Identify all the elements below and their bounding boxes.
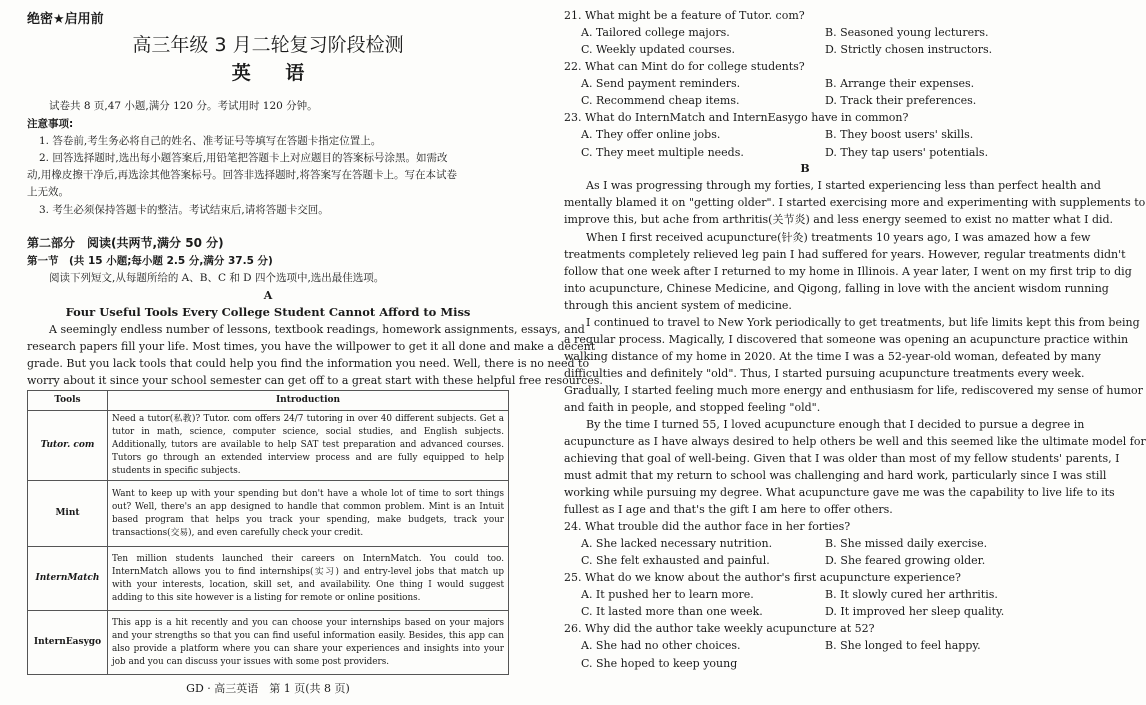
passage-b-line: difficulties and definitely "old". Thus, I started pursuing acupuncture treatments every week. bbox=[564, 367, 1085, 380]
table-row bbox=[28, 547, 509, 611]
notice-item: 2. 回答选择题时,选出每小题答案后,用铅笔把答题卡上对应题目的答案标号涂黑。如需改 bbox=[39, 152, 448, 164]
option: B. They boost users' skills. bbox=[825, 128, 974, 141]
option: C. Weekly updated courses. bbox=[581, 43, 735, 56]
passage-a-title: Four Useful Tools Every College Student Cannot Afford to Miss bbox=[65, 305, 471, 319]
tool-name: InternMatch bbox=[28, 547, 108, 611]
passage-b-line: working while pursuing my degree. What acupuncture gave me was the capability to live life to its bbox=[564, 486, 1115, 499]
option: B. She missed daily exercise. bbox=[825, 537, 988, 550]
tool-intro: Need a tutor(私教)? Tutor. com offers 24/7 tutoring in over 40 different subjects. Get a tutor in math, science, computer science, social studies, and English subjects. Additionally, tutors are available to help SAT test preparation and advanced courses. Tutors go through an extended interview process and are fully equipped to help students in specific subjects. bbox=[108, 411, 509, 481]
table-header: Introduction bbox=[108, 391, 509, 411]
passage-b-line: and faith in people, and stopped feeling "old". bbox=[564, 401, 821, 414]
passage-a-line: research papers fill your life. Most times, you have the willpower to get it all done and make a decent bbox=[27, 340, 596, 353]
option: D. She feared growing older. bbox=[825, 554, 986, 567]
option: C. Recommend cheap items. bbox=[581, 94, 740, 107]
option: C. She felt exhausted and painful. bbox=[581, 554, 770, 567]
option: A. It pushed her to learn more. bbox=[581, 588, 754, 601]
passage-b-line: treatments completely relieved leg pain I had suffered for years. However, regular treatments didn't bbox=[564, 248, 1126, 261]
option: D. It improved her sleep quality. bbox=[825, 605, 1005, 618]
passage-b-line: walking distance of my home in 2020. At the time I was a 52-year-old woman, defeated by many bbox=[564, 350, 1101, 363]
option: D. Track their preferences. bbox=[825, 94, 977, 107]
notice-item: 1. 答卷前,考生务必将自己的姓名、准考证号等填写在答题卡指定位置上。 bbox=[39, 135, 382, 147]
section1-heading: 第一节 (共 15 小题;每小题 2.5 分,满分 37.5 分) bbox=[27, 255, 273, 267]
table-row bbox=[28, 411, 509, 481]
confidential-mark: 绝密★启用前 bbox=[27, 12, 104, 27]
tool-name: InternEasygo bbox=[28, 611, 108, 675]
option: D. They tap users' potentials. bbox=[825, 146, 989, 159]
option: A. She lacked necessary nutrition. bbox=[581, 537, 773, 550]
exam-title: 高三年级 3 月二轮复习阶段检测 bbox=[132, 34, 404, 56]
passage-b-line: acupuncture as I have always desired to help others be well and this seemed like the ultimate model for bbox=[564, 435, 1146, 448]
question-stem: 26. Why did the author take weekly acupuncture at 52? bbox=[564, 622, 875, 635]
tool-name: Tutor. com bbox=[28, 411, 108, 481]
notice-heading: 注意事项: bbox=[27, 118, 74, 130]
notice-item: 动,用橡皮擦干净后,再选涂其他答案标号。回答非选择题时,将答案写在答题卡上。写在本试卷 bbox=[27, 169, 458, 181]
tools-table bbox=[27, 390, 509, 675]
subject-title: 英 语 bbox=[231, 62, 319, 84]
passage-a-letter: A bbox=[263, 289, 273, 302]
notice-item: 3. 考生必须保持答题卡的整洁。考试结束后,请将答题卡交回。 bbox=[39, 204, 329, 216]
question-stem: 22. What can Mint do for college students? bbox=[564, 60, 805, 73]
tool-name: Mint bbox=[28, 481, 108, 547]
option: B. She longed to feel happy. bbox=[825, 639, 981, 652]
passage-b-line: When I first received acupuncture(针灸) treatments 10 years ago, I was amazed how a few bbox=[586, 231, 1091, 244]
option: B. Seasoned young lecturers. bbox=[825, 26, 989, 39]
passage-b-line: fullest as I age and that's the gift I am here to offer others. bbox=[564, 503, 893, 516]
table-header-row bbox=[28, 391, 509, 411]
table-row bbox=[28, 481, 509, 547]
question-stem: 21. What might be a feature of Tutor. com? bbox=[564, 9, 805, 22]
notice-item: 上无效。 bbox=[27, 186, 69, 198]
passage-b-line: I continued to travel to New York periodically to get treatments, but life limits kept this from being bbox=[586, 316, 1140, 329]
page-footer: GD · 高三英语 第 1 页(共 8 页) bbox=[186, 682, 350, 695]
option: A. Tailored college majors. bbox=[581, 26, 730, 39]
tool-intro: Ten million students launched their careers on InternMatch. You could too. InternMatch allows you to find internships(实习) and entry-level jobs that match up with your interests, location, skill set, and availability. One thing I would suggest adding to this site however is a listing for remote or online positions. bbox=[108, 547, 509, 611]
passage-b-line: By the time I turned 55, I loved acupuncture enough that I decided to pursue a degree in bbox=[586, 418, 1085, 431]
passage-b-line: improve this, but ache from arthritis(关节炎) and less energy seemed to exist no matter what I did. bbox=[564, 213, 1114, 226]
option: C. It lasted more than one week. bbox=[581, 605, 763, 618]
option: A. She had no other choices. bbox=[581, 639, 741, 652]
passage-b-line: follow that one week after I returned to my home in Illinois. A year later, I went on my first trip to dig bbox=[564, 265, 1132, 278]
passage-a-line: grade. But you lack tools that could help you find the information you need. Well, there is no need to bbox=[27, 357, 590, 370]
passage-a-line: A seemingly endless number of lessons, textbook readings, homework assignments, essays, and bbox=[49, 323, 585, 336]
option: C. She hoped to keep young bbox=[581, 657, 738, 670]
passage-b-line: through this ancient system of medicine. bbox=[564, 299, 792, 312]
section1-instruction: 阅读下列短文,从每题所给的 A、B、C 和 D 四个选项中,选出最佳选项。 bbox=[49, 272, 385, 284]
option: B. Arrange their expenses. bbox=[825, 77, 975, 90]
passage-b-line: Gradually, I started feeling much more energy and enthusiasm for life, rediscovered my sense of humor bbox=[564, 384, 1143, 397]
tool-intro: Want to keep up with your spending but don't have a whole lot of time to sort things out? Well, there's an app designed to handle that common problem. Mint is an Intuit based program that helps you track your spending, make budgets, track your transactions(交易), and even carefully check your credit. bbox=[108, 481, 509, 547]
question-stem: 25. What do we know about the author's first acupuncture experience? bbox=[564, 571, 961, 584]
table-header: Tools bbox=[28, 391, 108, 411]
table-row bbox=[28, 611, 509, 675]
question-stem: 24. What trouble did the author face in her forties? bbox=[564, 520, 851, 533]
tool-intro: This app is a hit recently and you can choose your internships based on your majors and your strengths so that you can find useful information easily. Besides, this app can also provide a platform where you can share your experiences and insights into your job and you can discuss your issues with some post providers. bbox=[108, 611, 509, 675]
question-stem: 23. What do InternMatch and InternEasygo have in common? bbox=[564, 111, 909, 124]
exam-info: 试卷共 8 页,47 小题,满分 120 分。考试用时 120 分钟。 bbox=[49, 100, 318, 112]
option: A. Send payment reminders. bbox=[581, 77, 741, 90]
passage-b-line: mentally blamed it on "getting older". I started exercising more and experimenting with supplements to bbox=[564, 196, 1146, 209]
passage-b-line: As I was progressing through my forties, I started experiencing less than perfect health and bbox=[586, 179, 1101, 192]
option: C. They meet multiple needs. bbox=[581, 146, 744, 159]
passage-b-letter: B bbox=[800, 162, 810, 175]
passage-a-line: worry about it since your school semester can get off to a great start with these helpful free resources. bbox=[27, 374, 603, 387]
passage-b-line: must admit that my return to school was challenging and hard work, particularly since I was still bbox=[564, 469, 1107, 482]
passage-b-line: achieving that goal of well-being. Given that I was older than most of my fellow students' parents, I bbox=[564, 452, 1120, 465]
part2-heading: 第二部分 阅读(共两节,满分 50 分) bbox=[27, 236, 224, 250]
passage-b-line: a regular process. Magically, I discovered that someone was opening an acupuncture practice within bbox=[564, 333, 1129, 346]
option: A. They offer online jobs. bbox=[581, 128, 721, 141]
option: B. It slowly cured her arthritis. bbox=[825, 588, 998, 601]
passage-b-line: into acupuncture, Chinese Medicine, and Qigong, falling in love with the ancient wisdom running bbox=[564, 282, 1109, 295]
option: D. Strictly chosen instructors. bbox=[825, 43, 993, 56]
